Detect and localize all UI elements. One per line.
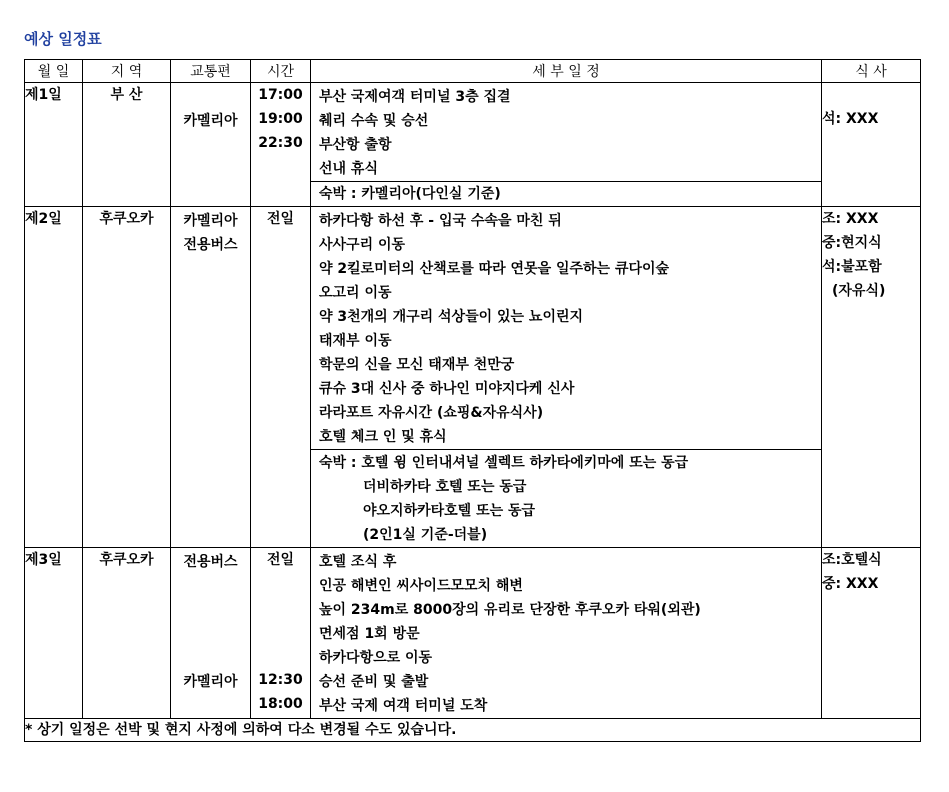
region: 부 산 — [83, 83, 171, 207]
schedule: 부산 국제여객 터미널 3층 집결 췌리 수속 및 승선 부산항 출항 선내 휴식 — [311, 83, 822, 182]
page-title: 예상 일정표 — [24, 30, 102, 48]
transport: 카멜리아 전용버스 — [171, 207, 251, 548]
lodging: 숙박 : 호텔 윙 인터내셔널 셀렉트 하카타에키마에 또는 동급 더비하카타 호텔 또는 동급 야오지하카타호텔 또는 동급 (2인1실 기준-더블) — [311, 450, 822, 548]
meal: 조: XXX 중:현지식 석:불포함 (자유식) — [822, 207, 921, 548]
header-transport: 교통편 — [171, 60, 251, 83]
time: 전일 12:30 18:00 — [251, 548, 311, 719]
itinerary-table — [24, 59, 921, 742]
time: 17:00 19:00 22:30 — [251, 83, 311, 207]
meal: 석: XXX — [822, 83, 921, 207]
header-row — [25, 60, 921, 83]
lodging: 숙박 : 카멜리아(다인실 기준) — [311, 182, 822, 207]
day-1-row — [25, 83, 921, 182]
header-day: 월 일 — [25, 60, 83, 83]
meal: 조:호텔식 중: XXX — [822, 548, 921, 719]
region: 후쿠오카 — [83, 207, 171, 548]
note-text: * 상기 일정은 선박 및 현지 사정에 의하여 다소 변경될 수도 있습니다. — [25, 719, 921, 742]
time: 전일 — [251, 207, 311, 548]
day-label: 제1일 — [25, 83, 83, 207]
note-row — [25, 719, 921, 742]
header-time: 시간 — [251, 60, 311, 83]
day-label: 제3일 — [25, 548, 83, 719]
day-3-row — [25, 548, 921, 719]
schedule: 하카다항 하선 후 - 입국 수속을 마친 뒤 사사구리 이동 약 2킬로미터의 산책로를 따라 연못을 일주하는 큐다이숲 오고리 이동 약 3천개의 개구리 석상들이 있는 뇨이린지 태재부 이동 학문의 신을 모신 태재부 천만궁 큐슈 3대 신사 중 하나인 미야지다케 신사 라라포트 자유시간 (쇼핑&자유식사) 호텔 체크 인 및 휴식 — [311, 207, 822, 450]
schedule: 호텔 조식 후 인공 해변인 씨사이드모모치 해변 높이 234m로 8000장의 유리로 단장한 후쿠오카 타워(외관) 면세점 1회 방문 하카다항으로 이동 승선 준비 및 출발 부산 국제 여객 터미널 도착 — [311, 548, 822, 719]
header-region: 지 역 — [83, 60, 171, 83]
region: 후쿠오카 — [83, 548, 171, 719]
header-schedule: 세 부 일 정 — [311, 60, 822, 83]
day-2-row — [25, 207, 921, 450]
day-label: 제2일 — [25, 207, 83, 548]
transport: 카멜리아 — [171, 83, 251, 207]
header-meal: 식 사 — [822, 60, 921, 83]
transport: 전용버스 카멜리아 — [171, 548, 251, 719]
